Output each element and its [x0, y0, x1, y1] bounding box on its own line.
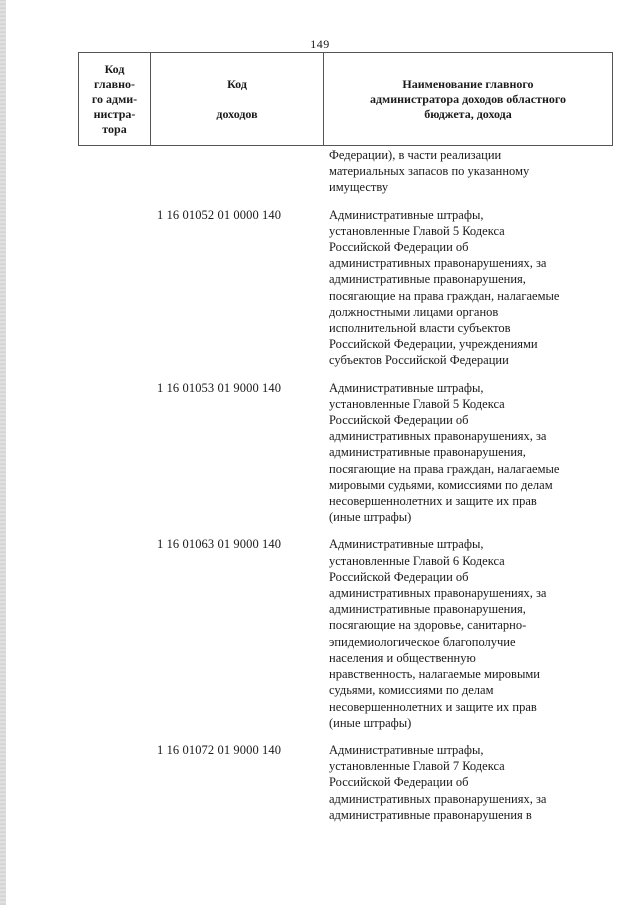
income-name: Федерации), в части реализации материальных запасов по указанному имуществу [329, 148, 530, 195]
header-income-code: Код доходов [151, 53, 324, 145]
header-name: Наименование главного администратора доходов областного бюджета, дохода [369, 76, 567, 121]
income-name: Административные штрафы, установленные Главой 7 Кодекса Российской Федерации об административных правонарушениях, за административные правонарушения в [329, 742, 547, 822]
income-name: Административные штрафы, установленные Главой 5 Кодекса Российской Федерации об административных правонарушениях, за административные правонарушения, посягающие на права граждан, налагаемые мировыми судьями, комиссиями по делам несовершеннолетних и защите их прав (иные штрафы) [329, 380, 560, 525]
table-body [0, 146, 640, 823]
table-row [0, 207, 640, 369]
table-row [0, 536, 640, 730]
page-number: 149 [310, 37, 330, 51]
table-header [78, 52, 613, 146]
table-row [0, 380, 640, 526]
income-name: Административные штрафы, установленные Главой 6 Кодекса Российской Федерации об административных правонарушениях, за административные правонарушения, посягающие на здоровье, санитарно- эпидемиологическое благополучие населения и общественную нравственность, налагаемые мировыми судьями, комиссиями по делам несовершеннолетних и защите их прав (иные штрафы) [329, 537, 547, 730]
income-name: Административные штрафы, установленные Главой 5 Кодекса Российской Федерации об административных правонарушениях, за административные правонарушения, посягающие на права граждан, налагаемые должностными лицами органов исполнительной власти субъектов Российской Федерации, учреждениями субъектов Российской Федерации [329, 207, 560, 368]
table-row [0, 742, 640, 823]
income-code: 1 16 01052 01 0000 140 [157, 207, 282, 222]
header-admin-code: Код главно- го адми- нистра- тора [79, 53, 151, 145]
income-code: 1 16 01053 01 9000 140 [157, 380, 282, 395]
income-code: 1 16 01072 01 9000 140 [157, 742, 282, 757]
table-row [0, 146, 640, 196]
income-code: 1 16 01063 01 9000 140 [157, 537, 282, 552]
